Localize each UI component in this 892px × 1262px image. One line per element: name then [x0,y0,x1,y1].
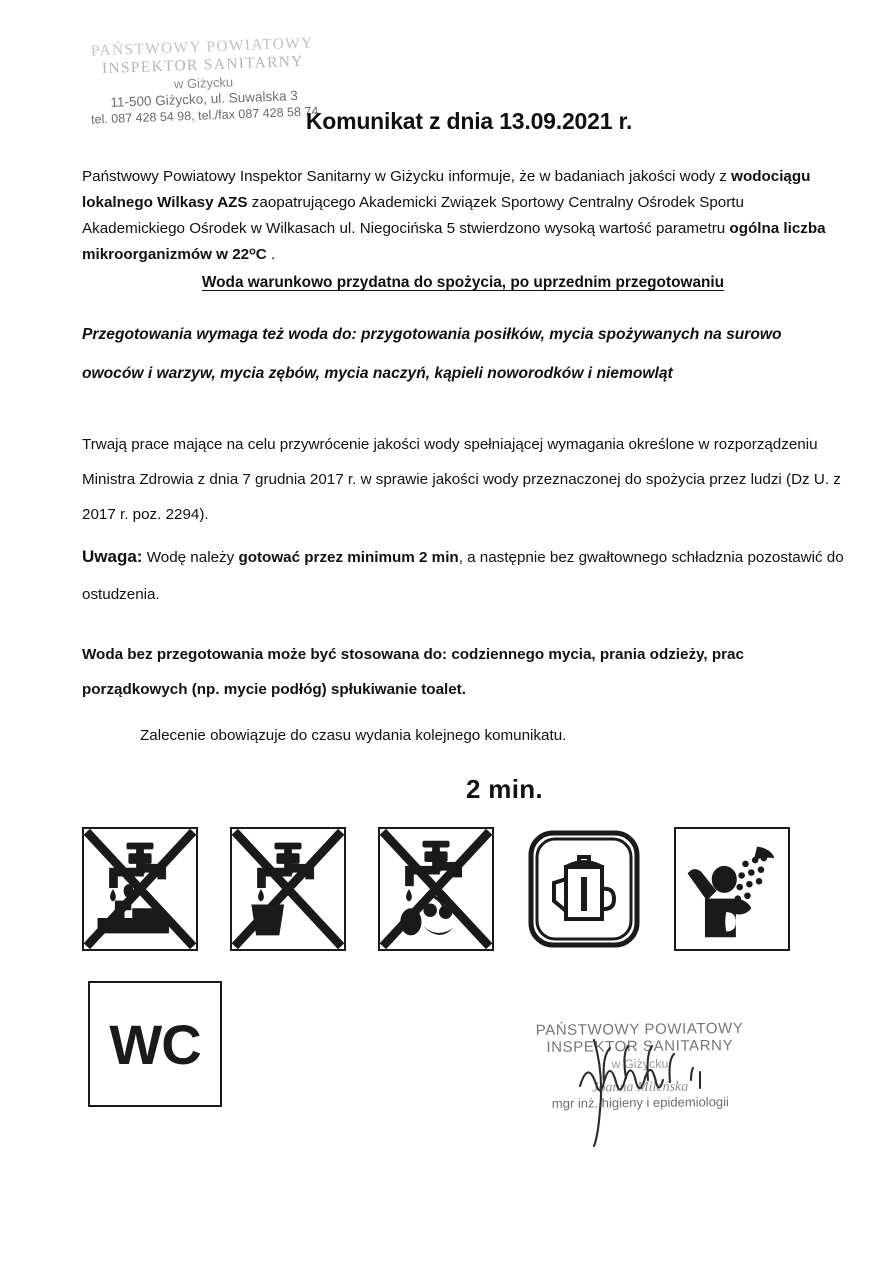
signature-name: Joanna Mileńska [592,1079,689,1096]
attention-text-2: , a następnie bez gwałtownego schładznia pozostawić do ostudzenia. [82,549,844,603]
signature-city: w Giżycku [611,1056,669,1071]
conditional-use-statement: Woda warunkowo przydatna do spożycia, po uprzednim przegotowaniu [201,274,725,291]
intro-text-1: Państwowy Powiatowy Inspektor Sanitarny w Giżycku informuje, że w badaniach jakości wody z [82,168,732,185]
no-tap-water-for-food-prep-icon [82,827,198,951]
two-minutes-label: 2 min. [466,774,543,804]
intro-text-2: zaopatrującego Akademicki Związek Sportowy Centralny Ośrodek Sportu Akademickiego Ośrodek w Wilkasach ul. Niegocińska 5 stwierdzono wysoką wartość parametru [82,194,744,237]
signature-stamp [516,1021,765,1112]
stamp-line-city: w Giżycku [173,74,234,92]
wc-sign-icon [88,981,222,1107]
stamp-line-phone: tel. 087 428 54 98, tel./fax 087 428 58 74 [90,103,319,127]
unboiled-water-uses: Woda bez przegotowania może być stosowana do: codziennego mycia, prania odzieży, prac porządkowych (np. mycie podłóg) spłukiwanie toalet. [82,646,744,698]
shower-allowed-icon [674,827,790,951]
boiling-required-note: Przegotowania wymaga też woda do: przygotowania posiłków, mycia spożywanych na surowo owoców i warzyw, mycia zębów, mycia naczyń, kąpieli noworodków i niemowląt [82,326,782,382]
no-tap-water-for-drinking-icon [230,827,346,951]
intro-bold-parameter: ogólna liczba mikroorganizmów w 22 [82,220,826,263]
no-tap-water-for-washing-fruit-icon [378,827,494,951]
signature-credentials: mgr inż. higieny i epidemiologii [551,1094,729,1112]
signature-authority-2: INSPEKTOR SANITARNY [546,1036,734,1056]
intro-text-3: . [266,246,276,263]
signature-authority-1: PAŃSTWOWY POWIATOWY [535,1019,744,1040]
pictogram-row [82,827,790,951]
intro-paragraph [82,164,844,296]
stamp-line-address: 11-500 Giżycko, ul. Suwalska 3 [110,88,299,110]
works-in-progress-paragraph: Trwają prace mające na celu przywrócenie jakości wody spełniającej wymagania określone w rozporządzeniu Ministra Zdrowia z dnia 7 grudnia 2017 r. w sprawie jakości wody przeznaczonej do spożycia przez ludzi (Dz U. z 2017 r. poz. 2294). [82,436,841,523]
closing-statement: Zalecenie obowiązuje do czasu wydania kolejnego komunikatu. [140,727,567,744]
attention-paragraph [82,538,844,613]
degree-superscript: o [249,245,256,258]
intro-bold-waterworks: wodociągu lokalnego Wilkasy AZS [82,168,811,211]
attention-bold-instruction: gotować przez minimum 2 min [238,549,459,566]
boil-water-kettle-icon [526,827,642,951]
attention-label: Uwaga: [82,547,143,566]
attention-text-1: Wodę należy [142,549,239,566]
stamp-line-authority-2: INSPEKTOR SANITARNY [101,52,305,78]
page-title: Komunikat z dnia 13.09.2021 r. [305,108,633,134]
stamp-line-authority-1: PAŃSTWOWY POWIATOWY [90,34,314,60]
wc-sign-label: WC [109,1012,201,1076]
intro-bold-celsius: C [255,246,267,263]
